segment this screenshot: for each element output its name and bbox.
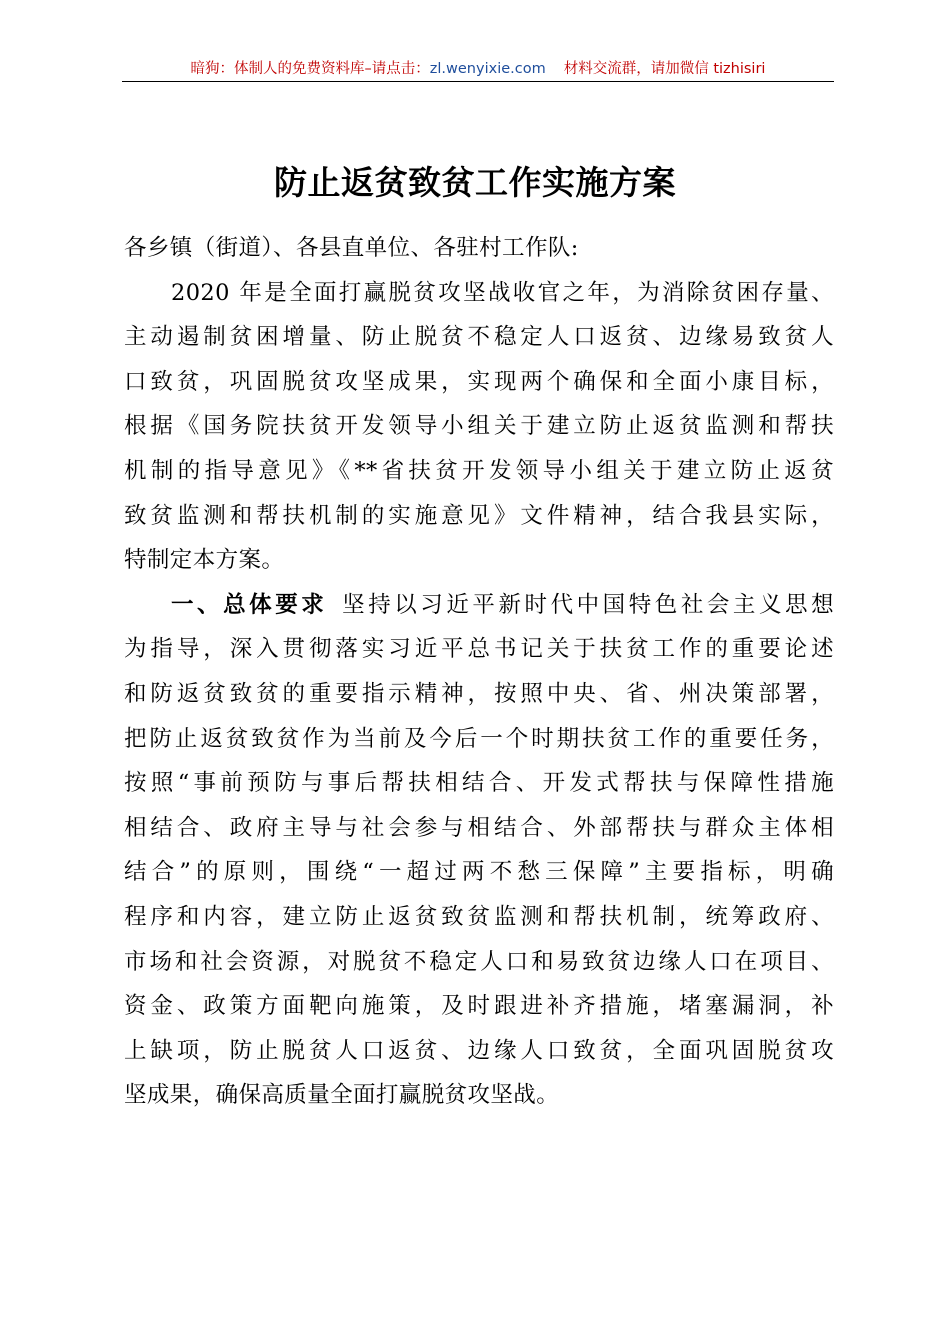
intro-line: 致贫监测和帮扶机制的实施意见》文件精神，结合我县实际， bbox=[124, 502, 834, 529]
section1-line: 和防返贫致贫的重要指示精神，按照中央、省、州决策部署， bbox=[124, 680, 834, 707]
intro-line: 主动遏制贫困增量、防止脱贫不稳定人口返贫、边缘易致贫人 bbox=[124, 324, 834, 351]
intro-line: 特制定本方案。 bbox=[124, 547, 285, 574]
section1-line: 坚成果，确保高质量全面打赢脱贫攻坚战。 bbox=[124, 1082, 560, 1109]
section1-line: 程序和内容，建立防止返贫致贫监测和帮扶机制，统筹政府、 bbox=[124, 903, 834, 930]
header-source-label: 暗狗：体制人的免费资料库 bbox=[190, 61, 365, 77]
section1-line: 上缺项，防止脱贫人口返贫、边缘人口致贫，全面巩固脱贫攻 bbox=[124, 1037, 834, 1064]
section1-line: 市场和社会资源，对脱贫不稳定人口和易致贫边缘人口在项目、 bbox=[124, 948, 834, 975]
section1-line: 为指导，深入贯彻落实习近平总书记关于扶贫工作的重要论述 bbox=[124, 636, 834, 663]
header-contact: 材料交流群，请加微信 tizhisiri bbox=[563, 61, 766, 77]
header-link-prompt: –请点击： bbox=[364, 61, 430, 77]
document-body bbox=[124, 226, 834, 1118]
section1-line: 按照“事前预防与事后帮扶相结合、开发式帮扶与保障性措施 bbox=[124, 770, 834, 797]
section1-line: 把防止返贫致贫作为当前及今后一个时期扶贫工作的重要任务， bbox=[124, 725, 834, 752]
section1-first-line-text: 坚持以习近平新时代中国特色社会主义思想 bbox=[338, 591, 834, 618]
page-header bbox=[122, 58, 834, 80]
document-title: 防止返贫致贫工作实施方案 bbox=[274, 163, 676, 202]
intro-line: 2020 年是全面打赢脱贫攻坚战收官之年，为消除贫困存量、 bbox=[171, 279, 834, 306]
intro-line: 根据《国务院扶贫开发领导小组关于建立防止返贫监测和帮扶 bbox=[124, 413, 834, 440]
section1-line: 资金、政策方面靶向施策，及时跟进补齐措施，堵塞漏洞，补 bbox=[124, 993, 834, 1020]
section1-line: 结合”的原则，围绕“一超过两不愁三保障”主要指标，明确 bbox=[124, 859, 834, 886]
header-link[interactable]: zl.wenyixie.com bbox=[429, 61, 546, 77]
intro-line: 机制的指导意见》《**省扶贫开发领导小组关于建立防止返贫 bbox=[124, 457, 834, 484]
section1-line: 相结合、政府主导与社会参与相结合、外部帮扶与群众主体相 bbox=[124, 814, 834, 841]
salutation: 各乡镇（街道）、各县直单位、各驻村工作队: bbox=[124, 235, 579, 261]
intro-line: 口致贫，巩固脱贫攻坚成果，实现两个确保和全面小康目标， bbox=[124, 368, 834, 395]
section1-heading: 一、总体要求 bbox=[171, 591, 328, 618]
section1-first-line bbox=[124, 583, 834, 628]
header-divider bbox=[122, 81, 834, 82]
